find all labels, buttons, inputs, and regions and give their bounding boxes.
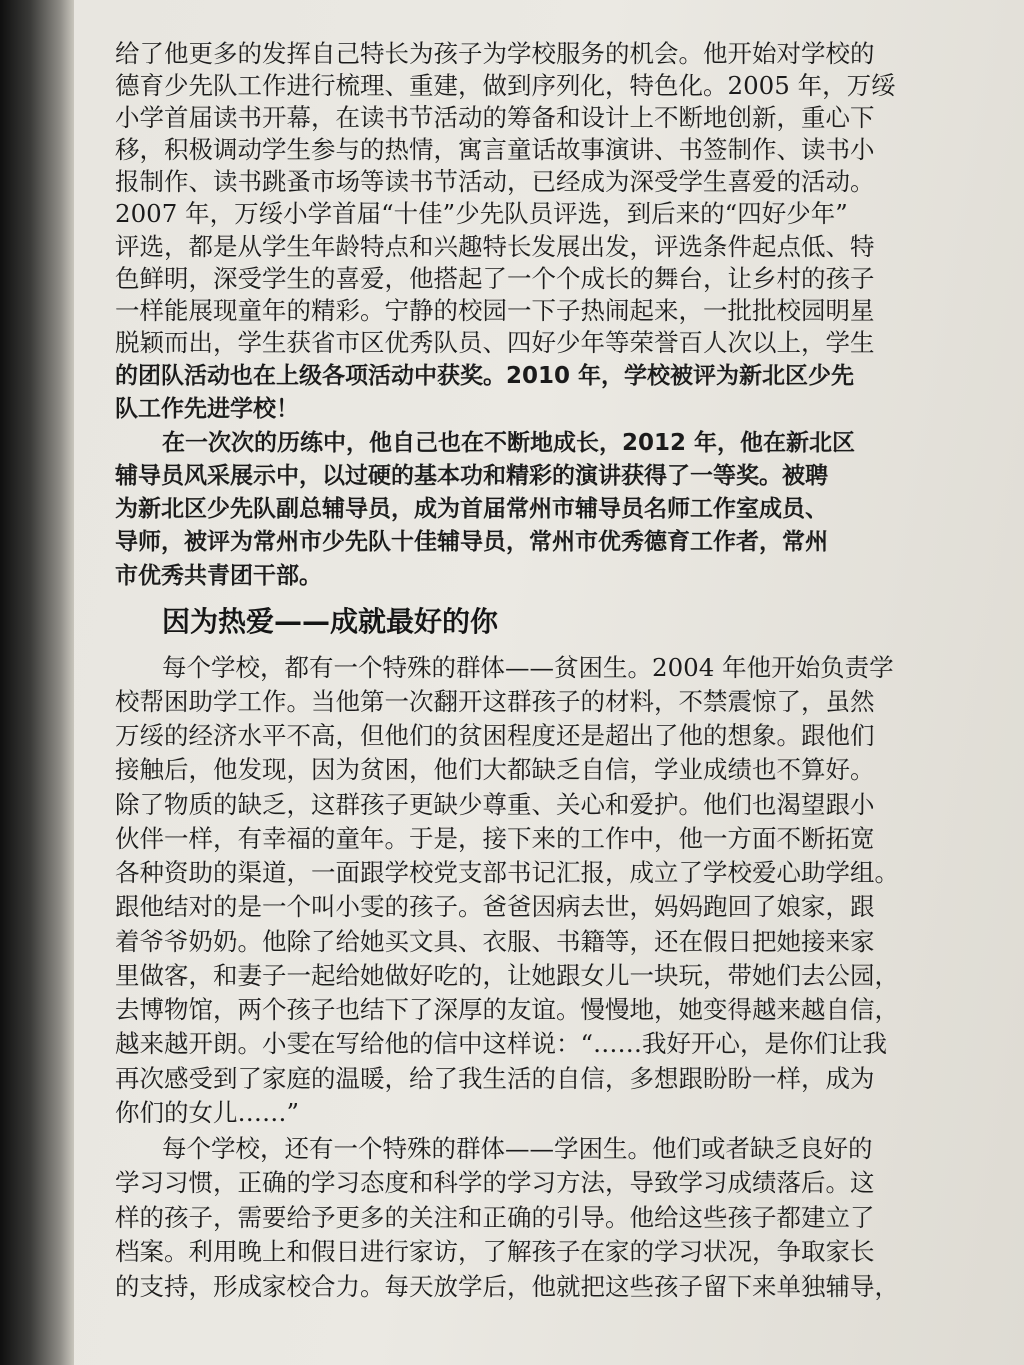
- text-line: 接触后，他发现，因为贫困，他们大都缺乏自信，学业成绩也不算好。: [115, 755, 875, 784]
- book-spine-shadow: [0, 0, 74, 1365]
- text-line: 伙伴一样，有幸福的童年。于是，接下来的工作中，他一方面不断拓宽: [115, 824, 875, 853]
- text-line: 脱颖而出，学生获省市区优秀队员、四好少年等荣誉百人次以上，学生: [115, 328, 875, 357]
- text-line: 去博物馆，两个孩子也结下了深厚的友谊。慢慢地，她变得越来越自信，: [115, 995, 899, 1024]
- text-line: 越来越开朗。小雯在写给他的信中这样说：“……我好开心，是你们让我: [115, 1029, 888, 1058]
- text-line: 队工作先进学校！: [115, 396, 299, 422]
- text-line: 的支持，形成家校合力。每天放学后，他就把这些孩子留下来单独辅导，: [115, 1272, 899, 1301]
- text-line: 德育少先队工作进行梳理、重建，做到序列化，特色化。2005 年，万绥: [115, 71, 896, 100]
- text-line: 再次感受到了家庭的温暖，给了我生活的自信，多想跟盼盼一样，成为: [115, 1064, 875, 1093]
- text-line: 里做客，和妻子一起给她做好吃的，让她跟女儿一块玩，带她们去公园，: [115, 961, 899, 990]
- text-line: 为新北区少先队副总辅导员，成为首届常州市辅导员名师工作室成员、: [115, 496, 828, 522]
- text-line: 学习习惯，正确的学习态度和科学的学习方法，导致学习成绩落后。这: [115, 1168, 875, 1197]
- text-line: 在一次次的历练中，他自己也在不断地成长，2012 年，他在新北区: [162, 430, 856, 456]
- text-line: 档案。利用晚上和假日进行家访，了解孩子在家的学习状况，争取家长: [115, 1237, 875, 1266]
- text-line: 色鲜明，深受学生的喜爱，他搭起了一个个成长的舞台，让乡村的孩子: [115, 264, 875, 293]
- section-heading: 因为热爱——成就最好的你: [162, 605, 499, 638]
- text-line: 给了他更多的发挥自己特长为孩子为学校服务的机会。他开始对学校的: [115, 39, 875, 68]
- text-line: 各种资助的渠道，一面跟学校党支部书记汇报，成立了学校爱心助学组。: [115, 858, 899, 887]
- text-line: 市优秀共青团干部。: [115, 563, 322, 589]
- text-line: 除了物质的缺乏，这群孩子更缺少尊重、关心和爱护。他们也渴望跟小: [115, 790, 875, 819]
- text-line: 着爷爷奶奶。他除了给她买文具、衣服、书籍等，还在假日把她接来家: [115, 927, 875, 956]
- text-line: 你们的女儿……”: [115, 1098, 300, 1127]
- text-line: 导师，被评为常州市少先队十佳辅导员，常州市优秀德育工作者，常州: [115, 529, 828, 555]
- text-line: 每个学校，都有一个特殊的群体——贫困生。2004 年他开始负责学: [162, 653, 894, 682]
- text-line: 辅导员风采展示中，以过硬的基本功和精彩的演讲获得了一等奖。被聘: [115, 463, 828, 489]
- text-line: 校帮困助学工作。当他第一次翻开这群孩子的材料，不禁震惊了，虽然: [115, 687, 875, 716]
- text-line: 报制作、读书跳蚤市场等读书节活动，已经成为深受学生喜爱的活动。: [115, 167, 875, 196]
- text-line: 评选，都是从学生年龄特点和兴趣特长发展出发，评选条件起点低、特: [115, 232, 875, 261]
- text-line: 移，积极调动学生参与的热情，寓言童话故事演讲、书签制作、读书小: [115, 135, 875, 164]
- text-line: 万绥的经济水平不高，但他们的贫困程度还是超出了他的想象。跟他们: [115, 721, 875, 750]
- text-line: 一样能展现童年的精彩。宁静的校园一下子热闹起来，一批批校园明星: [115, 296, 875, 325]
- text-line: 跟他结对的是一个叫小雯的孩子。爸爸因病去世，妈妈跑回了娘家，跟: [115, 892, 875, 921]
- text-line: 样的孩子，需要给予更多的关注和正确的引导。他给这些孩子都建立了: [115, 1203, 875, 1232]
- text-line: 2007 年，万绥小学首届“十佳”少先队员评选，到后来的“四好少年”: [115, 199, 848, 228]
- text-line: 的团队活动也在上级各项活动中获奖。2010 年，学校被评为新北区少先: [115, 363, 855, 389]
- text-line: 小学首届读书开幕，在读书节活动的筹备和设计上不断地创新，重心下: [115, 103, 875, 132]
- text-line: 每个学校，还有一个特殊的群体——学困生。他们或者缺乏良好的: [162, 1134, 873, 1163]
